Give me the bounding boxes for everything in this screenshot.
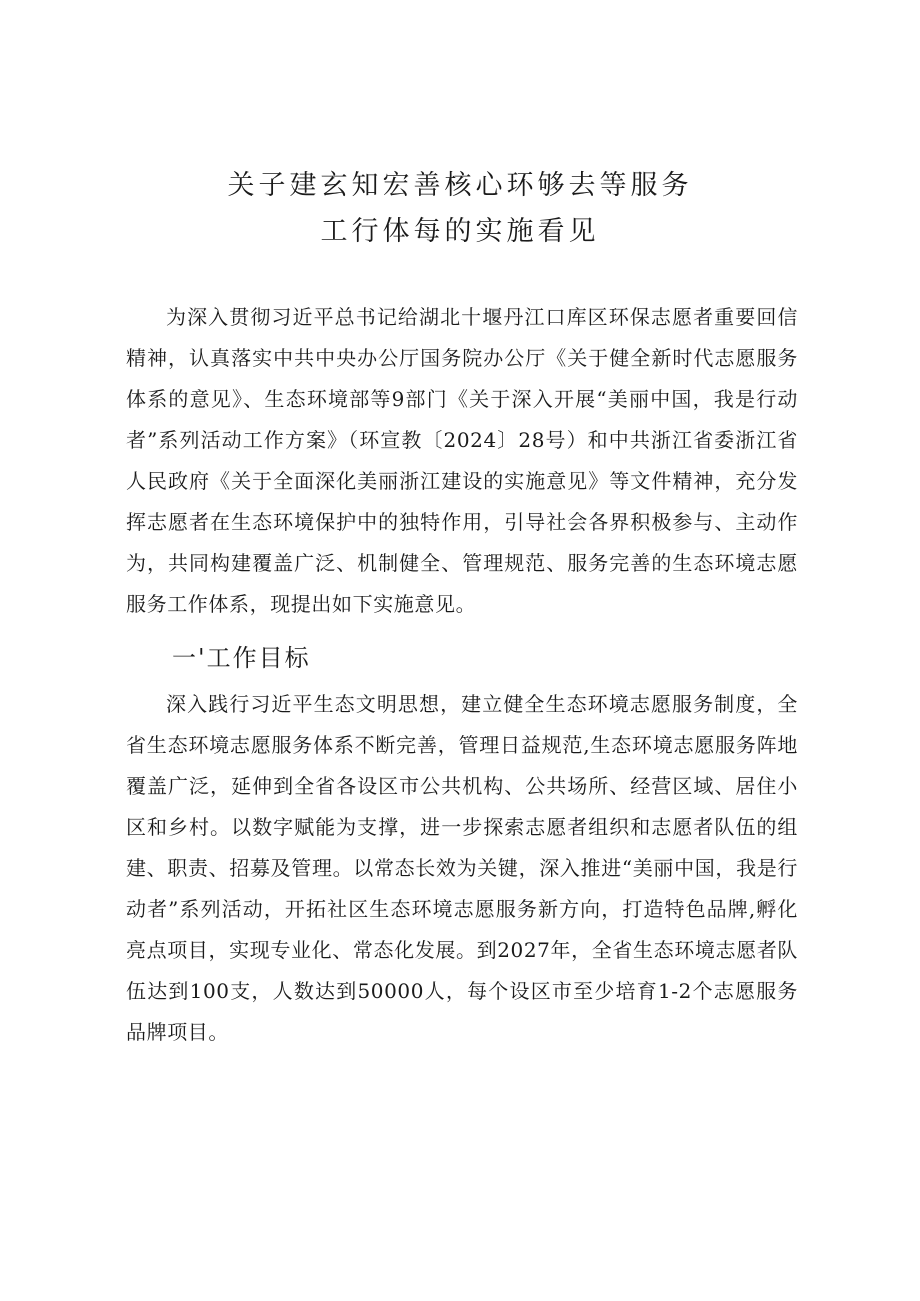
document-title-line-1: 关子建玄知宏善核心环够去等服务	[227, 170, 693, 201]
document-title-line-2: 工行体每的实施看见	[320, 216, 600, 247]
intro-paragraph: 为深入贯彻习近平总书记给湖北十堰丹江口库区环保志愿者重要回信精神，认真落实中共中央办公厅国务院办公厅《关于健全新时代志愿服务体系的意见》、生态环境部等9部门《关于深入开展“美丽中国，我是行动者”系列活动工作方案》（环宣教〔2024〕28号）和中共浙江省委浙江省人民政府《关于全面深化美丽浙江建设的实施意见》等文件精神，充分发挥志愿者在生态环境保护中的独特作用，引导社会各界积极参与、主动作为，共同构建覆盖广泛、机制健全、管理规范、服务完善的生态环境志愿服务工作体系，现提出如下实施意见。	[126, 305, 798, 616]
section-heading-work-goals: 一'工作目标	[172, 644, 311, 672]
section-paragraph-work-goals: 深入践行习近平生态文明思想，建立健全生态环境志愿服务制度，全省生态环境志愿服务体系不断完善，管理日益规范,生态环境志愿服务阵地覆盖广泛，延伸到全省各设区市公共机构、公共场所、经营区域、居住小区和乡村。以数字赋能为支撑，进一步探索志愿者组织和志愿者队伍的组建、职责、招募及管理。以常态长效为关键，深入推进“美丽中国，我是行动者”系列活动，开拓社区生态环境志愿服务新方向，打造特色品牌,孵化亮点项目，实现专业化、常态化发展。到2027年，全省生态环境志愿者队伍达到100支，人数达到50000人，每个设区市至少培育1-2个志愿服务品牌项目。	[126, 692, 798, 1044]
